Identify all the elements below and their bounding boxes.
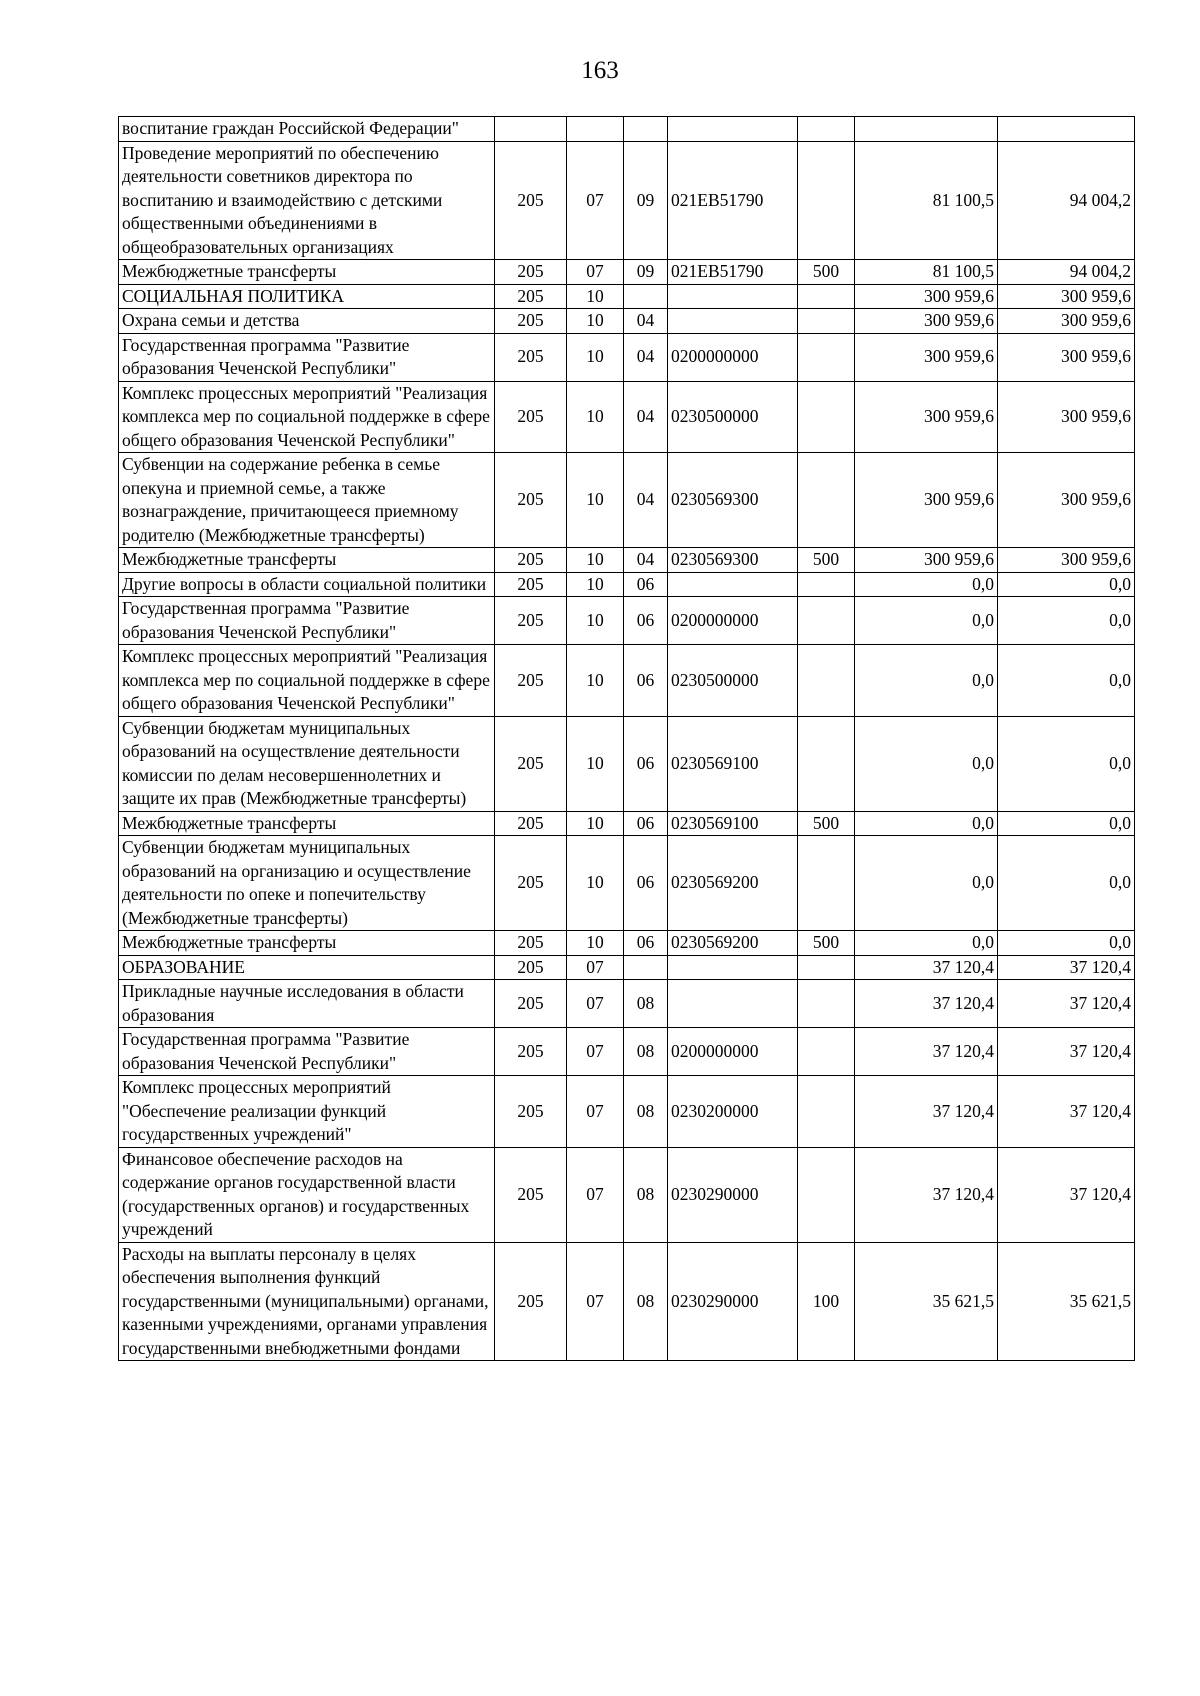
cell-subsection: 04	[624, 453, 668, 548]
cell-expense-type	[798, 117, 855, 142]
cell-subsection: 08	[624, 1076, 668, 1148]
cell-target-article	[668, 284, 798, 309]
cell-subsection: 08	[624, 1242, 668, 1361]
cell-amount-2: 0,0	[998, 836, 1135, 931]
cell-subsection: 08	[624, 1028, 668, 1076]
cell-name: Субвенции бюджетам муниципальных образований на осуществление деятельности комиссии по делам несовершеннолетних и защите их прав (Межбюджетные трансферты)	[119, 716, 495, 811]
cell-admin: 205	[495, 1028, 567, 1076]
cell-expense-type: 100	[798, 1242, 855, 1361]
cell-name: Другие вопросы в области социальной политики	[119, 572, 495, 597]
cell-subsection: 09	[624, 141, 668, 260]
cell-name: Финансовое обеспечение расходов на содержание органов государственной власти (государственных органов) и государственных учреждений	[119, 1147, 495, 1242]
cell-amount-1: 37 120,4	[855, 980, 998, 1028]
cell-target-article	[668, 572, 798, 597]
cell-admin: 205	[495, 284, 567, 309]
cell-name: ОБРАЗОВАНИЕ	[119, 955, 495, 980]
cell-amount-1: 35 621,5	[855, 1242, 998, 1361]
table-row	[119, 141, 1135, 260]
cell-amount-2: 0,0	[998, 645, 1135, 717]
cell-section: 07	[567, 260, 624, 285]
table-row	[119, 931, 1135, 956]
cell-expense-type: 500	[798, 260, 855, 285]
cell-subsection: 06	[624, 836, 668, 931]
cell-amount-2: 37 120,4	[998, 1028, 1135, 1076]
cell-subsection: 06	[624, 931, 668, 956]
cell-amount-1: 37 120,4	[855, 1028, 998, 1076]
cell-admin: 205	[495, 141, 567, 260]
cell-name: Проведение мероприятий по обеспечению деятельности советников директора по воспитанию и взаимодействию с детскими общественными объединениями в общеобразовательных организациях	[119, 141, 495, 260]
cell-expense-type	[798, 645, 855, 717]
cell-amount-2: 94 004,2	[998, 260, 1135, 285]
cell-name: Субвенции бюджетам муниципальных образований на организацию и осуществление деятельности по опеке и попечительству (Межбюджетные трансферты)	[119, 836, 495, 931]
cell-target-article: 0200000000	[668, 333, 798, 381]
cell-target-article	[668, 117, 798, 142]
cell-subsection: 04	[624, 309, 668, 334]
cell-expense-type	[798, 597, 855, 645]
cell-amount-2: 94 004,2	[998, 141, 1135, 260]
budget-table-body	[119, 117, 1135, 1361]
cell-name: Межбюджетные трансферты	[119, 931, 495, 956]
cell-admin	[495, 117, 567, 142]
cell-name: Государственная программа "Развитие образования Чеченской Республики"	[119, 1028, 495, 1076]
cell-admin: 205	[495, 333, 567, 381]
cell-admin: 205	[495, 645, 567, 717]
cell-expense-type: 500	[798, 931, 855, 956]
cell-subsection	[624, 117, 668, 142]
cell-target-article: 0230569100	[668, 716, 798, 811]
table-row	[119, 836, 1135, 931]
cell-target-article: 021EB51790	[668, 141, 798, 260]
cell-admin: 205	[495, 1147, 567, 1242]
cell-expense-type	[798, 453, 855, 548]
cell-amount-2: 37 120,4	[998, 980, 1135, 1028]
cell-target-article: 0200000000	[668, 597, 798, 645]
cell-name: Охрана семьи и детства	[119, 309, 495, 334]
cell-amount-1: 37 120,4	[855, 1147, 998, 1242]
cell-subsection: 08	[624, 980, 668, 1028]
cell-amount-2: 300 959,6	[998, 381, 1135, 453]
cell-amount-1: 300 959,6	[855, 309, 998, 334]
cell-section: 10	[567, 931, 624, 956]
cell-amount-1	[855, 117, 998, 142]
cell-admin: 205	[495, 309, 567, 334]
cell-expense-type	[798, 1028, 855, 1076]
cell-section: 10	[567, 716, 624, 811]
cell-name: воспитание граждан Российской Федерации"	[119, 117, 495, 142]
table-row	[119, 811, 1135, 836]
table-row	[119, 1242, 1135, 1361]
cell-amount-2: 0,0	[998, 811, 1135, 836]
cell-amount-1: 0,0	[855, 811, 998, 836]
cell-target-article: 0230569300	[668, 548, 798, 573]
cell-section: 10	[567, 572, 624, 597]
cell-admin: 205	[495, 955, 567, 980]
cell-amount-2: 300 959,6	[998, 284, 1135, 309]
cell-expense-type	[798, 980, 855, 1028]
cell-amount-1: 0,0	[855, 931, 998, 956]
cell-name: Расходы на выплаты персоналу в целях обеспечения выполнения функций государственными (муниципальными) органами, казенными учреждениями, органами управления государственными внебюджетными фондами	[119, 1242, 495, 1361]
cell-name: Субвенции на содержание ребенка в семье опекуна и приемной семье, а также вознаграждение, причитающееся приемному родителю (Межбюджетные трансферты)	[119, 453, 495, 548]
cell-subsection: 06	[624, 811, 668, 836]
cell-target-article: 0230500000	[668, 645, 798, 717]
cell-section: 10	[567, 645, 624, 717]
cell-target-article: 0230200000	[668, 1076, 798, 1148]
cell-amount-1: 300 959,6	[855, 284, 998, 309]
table-row	[119, 1076, 1135, 1148]
cell-section: 10	[567, 309, 624, 334]
cell-target-article	[668, 980, 798, 1028]
cell-admin: 205	[495, 381, 567, 453]
cell-target-article: 021EB51790	[668, 260, 798, 285]
cell-amount-2: 37 120,4	[998, 1076, 1135, 1148]
cell-name: Межбюджетные трансферты	[119, 811, 495, 836]
cell-target-article: 0230569100	[668, 811, 798, 836]
cell-section	[567, 117, 624, 142]
cell-amount-1: 300 959,6	[855, 381, 998, 453]
cell-section: 10	[567, 597, 624, 645]
cell-admin: 205	[495, 548, 567, 573]
cell-amount-1: 37 120,4	[855, 1076, 998, 1148]
table-row	[119, 716, 1135, 811]
cell-subsection: 06	[624, 716, 668, 811]
cell-amount-1: 0,0	[855, 572, 998, 597]
cell-section: 10	[567, 836, 624, 931]
cell-expense-type	[798, 141, 855, 260]
cell-admin: 205	[495, 1242, 567, 1361]
cell-subsection: 04	[624, 333, 668, 381]
cell-expense-type: 500	[798, 548, 855, 573]
cell-name: Государственная программа "Развитие образования Чеченской Республики"	[119, 597, 495, 645]
cell-section: 10	[567, 811, 624, 836]
cell-target-article: 0230290000	[668, 1242, 798, 1361]
cell-name: СОЦИАЛЬНАЯ ПОЛИТИКА	[119, 284, 495, 309]
cell-section: 10	[567, 333, 624, 381]
cell-expense-type: 500	[798, 811, 855, 836]
cell-admin: 205	[495, 836, 567, 931]
cell-name: Комплекс процессных мероприятий "Реализация комплекса мер по социальной поддержке в сфере общего образования Чеченской Республики"	[119, 381, 495, 453]
table-row	[119, 453, 1135, 548]
cell-subsection: 08	[624, 1147, 668, 1242]
cell-expense-type	[798, 1076, 855, 1148]
budget-table	[118, 116, 1135, 1361]
table-row	[119, 260, 1135, 285]
cell-section: 07	[567, 1028, 624, 1076]
cell-amount-2: 300 959,6	[998, 453, 1135, 548]
table-row	[119, 381, 1135, 453]
cell-expense-type	[798, 381, 855, 453]
cell-subsection: 06	[624, 645, 668, 717]
table-row	[119, 309, 1135, 334]
cell-expense-type	[798, 1147, 855, 1242]
cell-admin: 205	[495, 811, 567, 836]
cell-target-article	[668, 955, 798, 980]
cell-amount-2: 0,0	[998, 931, 1135, 956]
page-number: 163	[581, 57, 619, 84]
cell-expense-type	[798, 284, 855, 309]
table-row	[119, 645, 1135, 717]
table-row	[119, 1147, 1135, 1242]
cell-amount-2: 0,0	[998, 716, 1135, 811]
cell-expense-type	[798, 309, 855, 334]
cell-name: Государственная программа "Развитие образования Чеченской Республики"	[119, 333, 495, 381]
cell-amount-1: 300 959,6	[855, 548, 998, 573]
cell-expense-type	[798, 955, 855, 980]
cell-subsection	[624, 955, 668, 980]
cell-amount-1: 300 959,6	[855, 453, 998, 548]
cell-target-article: 0230290000	[668, 1147, 798, 1242]
cell-target-article: 0230569300	[668, 453, 798, 548]
cell-section: 07	[567, 141, 624, 260]
cell-expense-type	[798, 836, 855, 931]
cell-section: 07	[567, 955, 624, 980]
cell-target-article: 0200000000	[668, 1028, 798, 1076]
table-row	[119, 955, 1135, 980]
cell-amount-2	[998, 117, 1135, 142]
cell-admin: 205	[495, 260, 567, 285]
cell-expense-type	[798, 572, 855, 597]
cell-amount-2: 300 959,6	[998, 333, 1135, 381]
cell-subsection: 06	[624, 597, 668, 645]
cell-section: 10	[567, 284, 624, 309]
cell-admin: 205	[495, 931, 567, 956]
cell-section: 07	[567, 980, 624, 1028]
cell-name: Комплекс процессных мероприятий "Обеспечение реализации функций государственных учреждений"	[119, 1076, 495, 1148]
cell-target-article: 0230500000	[668, 381, 798, 453]
cell-amount-1: 81 100,5	[855, 260, 998, 285]
cell-target-article	[668, 309, 798, 334]
cell-section: 10	[567, 381, 624, 453]
table-row	[119, 284, 1135, 309]
cell-admin: 205	[495, 572, 567, 597]
cell-expense-type	[798, 716, 855, 811]
cell-name: Межбюджетные трансферты	[119, 548, 495, 573]
table-row	[119, 333, 1135, 381]
cell-section: 07	[567, 1076, 624, 1148]
cell-admin: 205	[495, 1076, 567, 1148]
cell-amount-2: 37 120,4	[998, 1147, 1135, 1242]
cell-name: Межбюджетные трансферты	[119, 260, 495, 285]
cell-amount-1: 0,0	[855, 836, 998, 931]
cell-amount-1: 0,0	[855, 716, 998, 811]
cell-subsection: 04	[624, 548, 668, 573]
cell-admin: 205	[495, 597, 567, 645]
cell-section: 10	[567, 453, 624, 548]
cell-amount-2: 300 959,6	[998, 548, 1135, 573]
table-row	[119, 980, 1135, 1028]
cell-name: Комплекс процессных мероприятий "Реализация комплекса мер по социальной поддержке в сфере общего образования Чеченской Республики"	[119, 645, 495, 717]
cell-subsection	[624, 284, 668, 309]
table-row	[119, 597, 1135, 645]
table-row	[119, 548, 1135, 573]
cell-admin: 205	[495, 716, 567, 811]
cell-amount-2: 37 120,4	[998, 955, 1135, 980]
cell-amount-2: 300 959,6	[998, 309, 1135, 334]
cell-subsection: 04	[624, 381, 668, 453]
cell-amount-1: 300 959,6	[855, 333, 998, 381]
cell-amount-1: 0,0	[855, 645, 998, 717]
cell-section: 10	[567, 548, 624, 573]
cell-admin: 205	[495, 453, 567, 548]
cell-subsection: 09	[624, 260, 668, 285]
cell-amount-2: 0,0	[998, 597, 1135, 645]
cell-amount-2: 35 621,5	[998, 1242, 1135, 1361]
cell-section: 07	[567, 1147, 624, 1242]
table-row	[119, 572, 1135, 597]
cell-amount-1: 0,0	[855, 597, 998, 645]
cell-amount-1: 37 120,4	[855, 955, 998, 980]
cell-target-article: 0230569200	[668, 836, 798, 931]
table-row	[119, 1028, 1135, 1076]
table-row	[119, 117, 1135, 142]
cell-amount-2: 0,0	[998, 572, 1135, 597]
cell-section: 07	[567, 1242, 624, 1361]
cell-expense-type	[798, 333, 855, 381]
cell-subsection: 06	[624, 572, 668, 597]
cell-name: Прикладные научные исследования в области образования	[119, 980, 495, 1028]
cell-admin: 205	[495, 980, 567, 1028]
cell-amount-1: 81 100,5	[855, 141, 998, 260]
cell-target-article: 0230569200	[668, 931, 798, 956]
